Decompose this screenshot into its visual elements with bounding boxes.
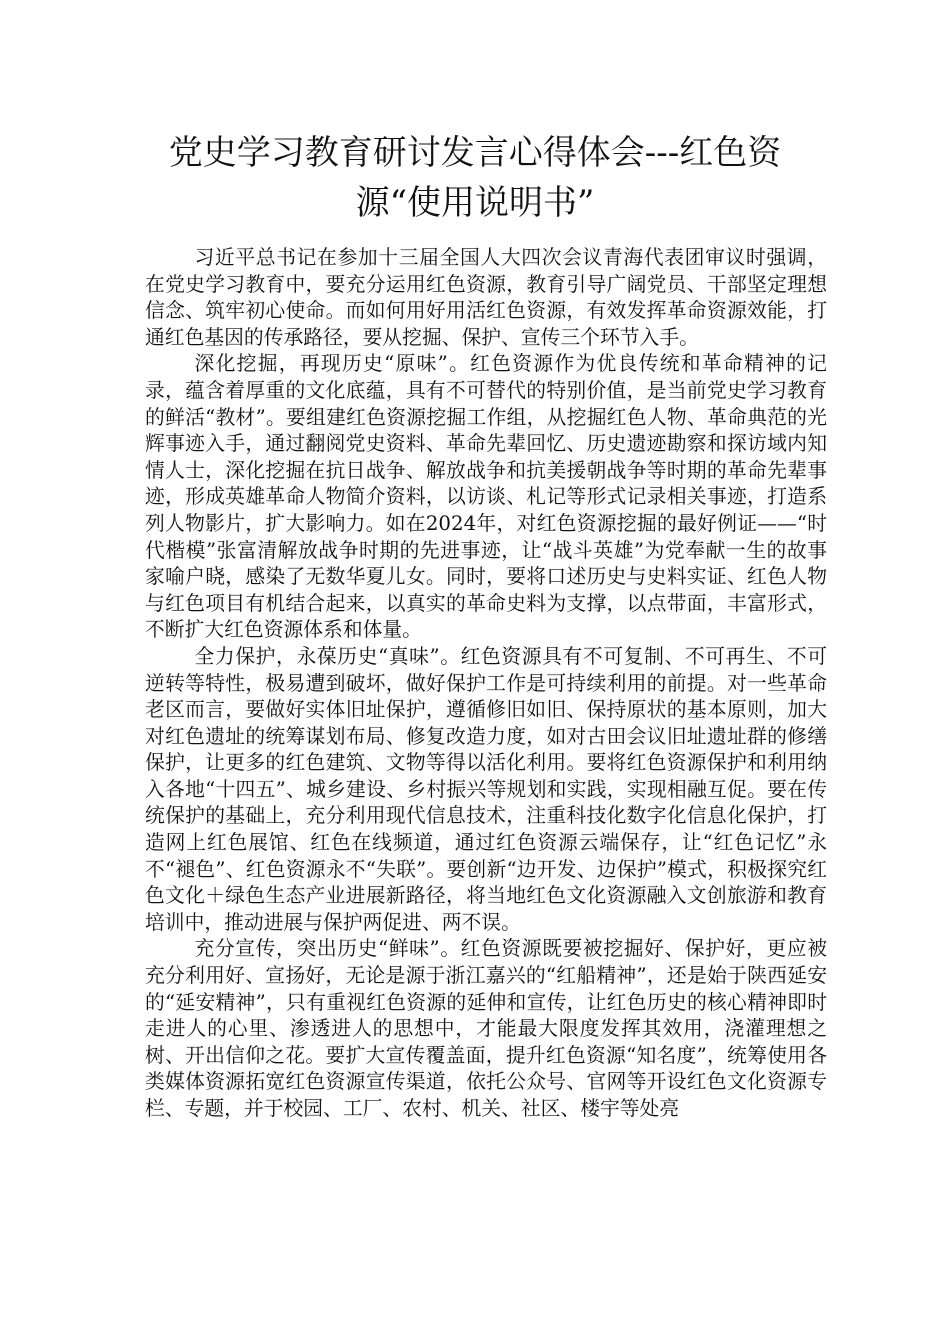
paragraph-publicity: 充分宣传，突出历史“鲜味”。红色资源既要被挖掘好、保护好，更应被充分利用好、宣扬好，无论是源于浙江嘉兴的“红船精神”，还是始于陕西延安的“延安精神”，只有重视红色资源的延伸和宣传，让红色历史的核心精神即时走进人的心里、渗透进人的思想中，才能最大限度发挥其效用，浇灌理想之树、开出信仰之花。要扩大宣传覆盖面，提升红色资源“知名度”，统筹使用各类媒体资源拓宽红色资源宣传渠道，依托公众号、官网等开设红色文化资源专栏、专题，并于校园、工厂、农村、机关、社区、楼宇等处亮 xyxy=(145,937,827,1120)
paragraph-intro: 习近平总书记在参加十三届全国人大四次会议青海代表团审议时强调，在党史学习教育中，要充分运用红色资源，教育引导广阔党员、干部坚定理想信念、筑牢初心使命。而如何用好用活红色资源，有效发挥革命资源效能，打通红色基因的传承路径，要从挖掘、保护、宣传三个环节入手。 xyxy=(145,246,827,349)
paragraph-excavation: 深化挖掘，再现历史“原味”。红色资源作为优良传统和革命精神的记录，蕴含着厚重的文化底蕴，具有不可替代的特别价值，是当前党史学习教育的鲜活“教材”。要组建红色资源挖掘工作组，从挖掘红色人物、革命典范的光辉事迹入手，通过翻阅党史资料、革命先辈回忆、历史遗迹勘察和探访域内知情人士，深化挖掘在抗日战争、解放战争和抗美援朝战争等时期的革命先辈事迹，形成英雄革命人物简介资料，以访谈、札记等形式记录相关事迹，打造系列人物影片，扩大影响力。如在2024年，对红色资源挖掘的最好例证——“时代楷模”张富清解放战争时期的先进事迹，让“战斗英雄”为党奉献一生的故事家喻户晓，感染了无数华夏儿女。同时，要将口述历史与史料实证、红色人物与红色项目有机结合起来，以真实的革命史料为支撑，以点带面，丰富形式，不断扩大红色资源体系和体量。 xyxy=(145,352,827,642)
document-title-line-1: 党史学习教育研讨发言心得体会---红色资 xyxy=(168,133,782,173)
document-title-line-2: 源“使用说明书” xyxy=(355,183,595,223)
document-body xyxy=(145,245,827,1123)
document-title xyxy=(120,128,830,228)
paragraph-protection: 全力保护，永葆历史“真味”。红色资源具有不可复制、不可再生、不可逆转等特性，极易遭到破坏，做好保护工作是可持续利用的前提。对一些革命老区而言，要做好实体旧址保护，遵循修旧如旧、保持原状的基本原则，加大对红色遗址的统筹谋划布局、修复改造力度，如对古田会议旧址遗址群的修缮保护，让更多的红色建筑、文物等得以活化利用。要将红色资源保护和利用纳入各地“十四五”、城乡建设、乡村振兴等规划和实践，实现相融互促。要在传统保护的基础上，充分利用现代信息技术，注重科技化数字化信息化保护，打造网上红色展馆、红色在线频道，通过红色资源云端保存，让“红色记忆”永不“褪色”、红色资源永不“失联”。要创新“边开发、边保护”模式，积极探究红色文化＋绿色生态产业进展新路径，将当地红色文化资源融入文创旅游和教育培训中，推动进展与保护两促进、两不误。 xyxy=(145,644,827,934)
